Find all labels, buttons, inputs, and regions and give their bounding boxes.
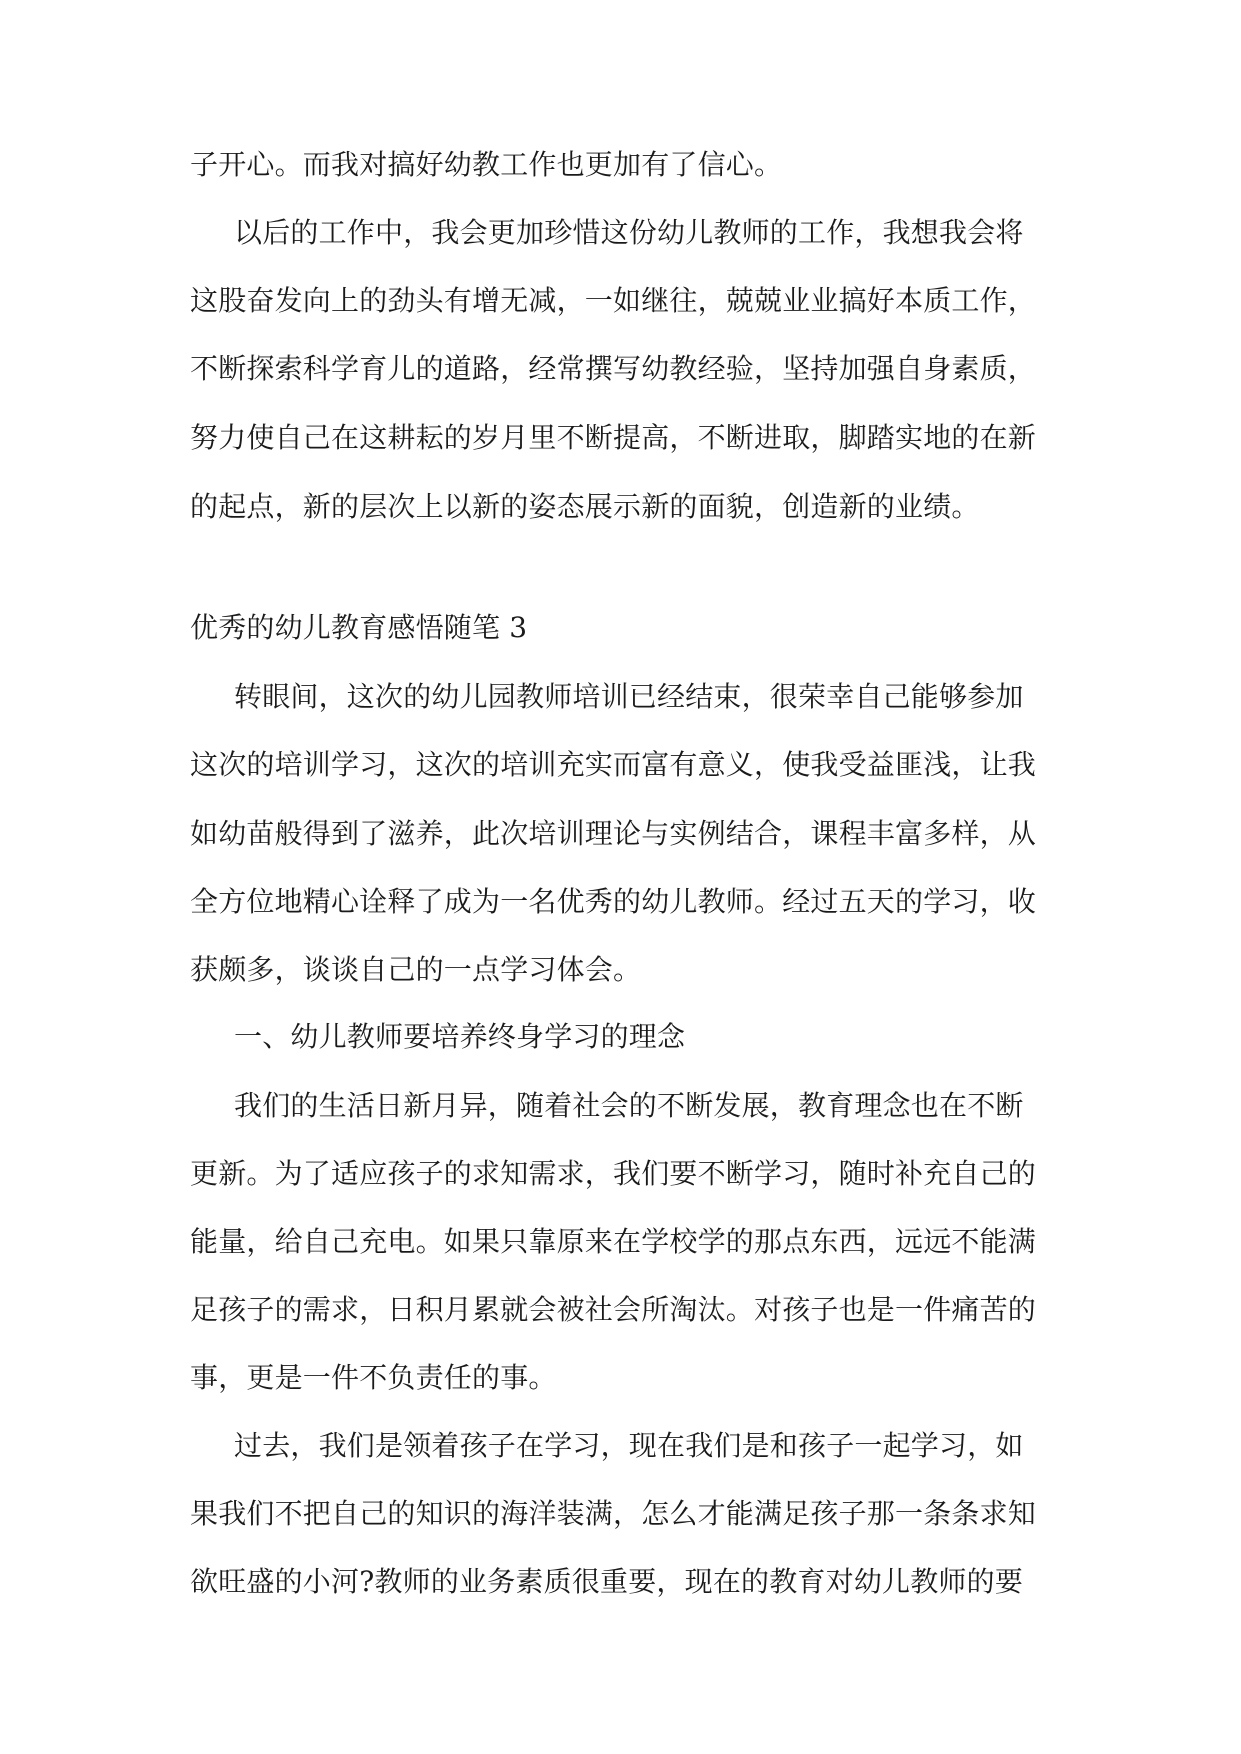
text-line: 的起点，新的层次上以新的姿态展示新的面貌，创造新的业绩。: [190, 490, 980, 523]
text-line: 以后的工作中，我会更加珍惜这份幼儿教师的工作，我想我会将: [234, 216, 1024, 249]
text-line: 获颇多，谈谈自己的一点学习体会。: [190, 953, 642, 986]
text-line: 转眼间，这次的幼儿园教师培训已经结束，很荣幸自己能够参加: [234, 680, 1024, 713]
section-heading: 优秀的幼儿教育感悟随笔 3: [190, 611, 528, 644]
text-line: 过去，我们是领着孩子在学习，现在我们是和孩子一起学习，如: [234, 1429, 1024, 1462]
text-line: 能量，给自己充电。如果只靠原来在学校学的那点东西，远远不能满: [190, 1225, 1037, 1258]
text-line: 事，更是一件不负责任的事。: [190, 1361, 557, 1394]
text-line: 我们的生活日新月异，随着社会的不断发展，教育理念也在不断: [234, 1089, 1024, 1122]
subheading: 一、幼儿教师要培养终身学习的理念: [234, 1020, 686, 1053]
text-line: 这次的培训学习，这次的培训充实而富有意义，使我受益匪浅，让我: [190, 748, 1037, 781]
text-line: 子开心。而我对搞好幼教工作也更加有了信心。: [190, 148, 783, 181]
text-line: 更新。为了适应孩子的求知需求，我们要不断学习，随时补充自己的: [190, 1157, 1037, 1190]
text-line: 全方位地精心诠释了成为一名优秀的幼儿教师。经过五天的学习，收: [190, 885, 1037, 918]
text-line: 不断探索科学育儿的道路，经常撰写幼教经验，坚持加强自身素质，: [190, 352, 1037, 385]
text-line: 努力使自己在这耕耘的岁月里不断提高，不断进取，脚踏实地的在新: [190, 421, 1037, 454]
text-line: 足孩子的需求，日积月累就会被社会所淘汰。对孩子也是一件痛苦的: [190, 1293, 1037, 1326]
text-line: 这股奋发向上的劲头有增无减，一如继往，兢兢业业搞好本质工作，: [190, 284, 1037, 317]
text-line: 果我们不把自己的知识的海洋装满，怎么才能满足孩子那一条条求知: [190, 1497, 1037, 1530]
text-line: 欲旺盛的小河?教师的业务素质很重要，现在的教育对幼儿教师的要: [190, 1565, 1024, 1598]
text-line: 如幼苗般得到了滋养，此次培训理论与实例结合，课程丰富多样，从: [190, 817, 1037, 850]
